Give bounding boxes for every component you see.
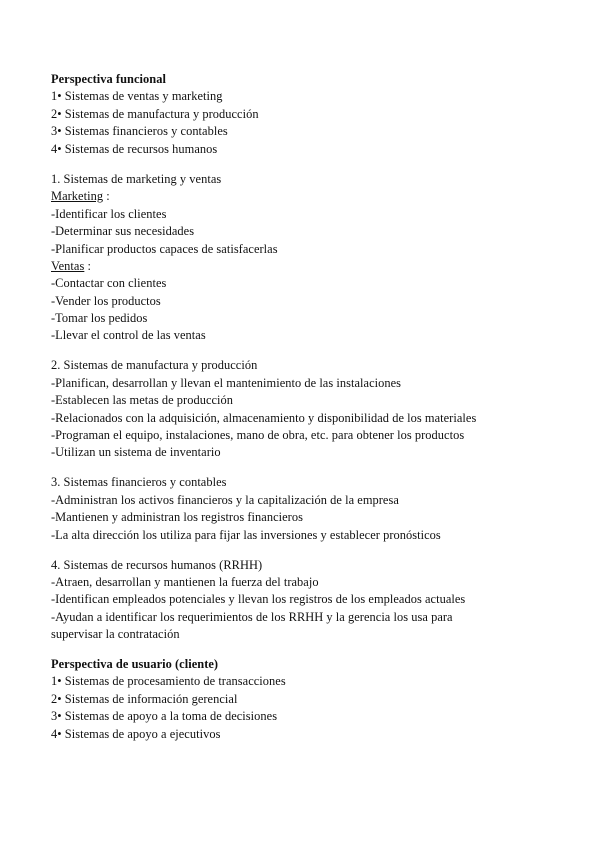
list-item: -Determinar sus necesidades xyxy=(51,224,195,239)
list-item: -Vender los productos xyxy=(51,293,161,308)
list-item: -Planificar productos capaces de satisfacerlas xyxy=(51,241,278,256)
list-item: 2• Sistemas de manufactura y producción xyxy=(51,106,259,121)
subheading-ventas-label: Ventas xyxy=(51,258,85,273)
list-item: 2• Sistemas de información gerencial xyxy=(51,691,238,706)
list-item: -Relacionados con la adquisición, almacenamiento y disponibilidad de los materiales xyxy=(51,410,477,425)
list-item: -Llevar el control de las ventas xyxy=(51,328,206,343)
list-item: 3• Sistemas financieros y contables xyxy=(51,124,228,139)
list-item: -Tomar los pedidos xyxy=(51,311,148,326)
section-title-financieros: 3. Sistemas financieros y contables xyxy=(51,475,227,490)
list-item: 1• Sistemas de procesamiento de transacciones xyxy=(51,674,286,689)
heading-perspectiva-usuario: Perspectiva de usuario (cliente) xyxy=(51,657,219,672)
list-item: -Utilizan un sistema de inventario xyxy=(51,445,221,460)
subheading-marketing xyxy=(51,188,571,205)
subheading-colon: : xyxy=(84,258,91,273)
list-item: -Programan el equipo, instalaciones, mano de obra, etc. para obtener los productos xyxy=(51,428,465,443)
list-item: -Administran los activos financieros y la capitalización de la empresa xyxy=(51,492,399,507)
document-page xyxy=(51,71,571,743)
list-item: 4• Sistemas de apoyo a ejecutivos xyxy=(51,726,221,741)
list-item: -La alta dirección los utiliza para fijar las inversiones y establecer pronósticos xyxy=(51,527,441,542)
subheading-marketing-label: Marketing xyxy=(51,189,104,204)
section-title-rrhh: 4. Sistemas de recursos humanos (RRHH) xyxy=(51,557,263,572)
section-title-marketing-ventas: 1. Sistemas de marketing y ventas xyxy=(51,171,222,186)
list-item: -Atraen, desarrollan y mantienen la fuerza del trabajo xyxy=(51,574,319,589)
list-item: -Mantienen y administran los registros financieros xyxy=(51,510,303,525)
heading-perspectiva-funcional: Perspectiva funcional xyxy=(51,72,166,86)
list-item: -Ayudan a identificar los requerimientos de los RRHH y la gerencia los usa para xyxy=(51,609,453,624)
list-item: -Identificar los clientes xyxy=(51,206,167,221)
list-item: 3• Sistemas de apoyo a la toma de decisiones xyxy=(51,709,278,724)
section-title-manufactura: 2. Sistemas de manufactura y producción xyxy=(51,358,258,373)
subheading-ventas xyxy=(51,258,571,275)
list-item: -Planifican, desarrollan y llevan el mantenimiento de las instalaciones xyxy=(51,375,402,390)
list-item: 1• Sistemas de ventas y marketing xyxy=(51,89,223,104)
list-item: 4• Sistemas de recursos humanos xyxy=(51,141,218,156)
subheading-colon: : xyxy=(103,189,110,204)
list-item: -Identifican empleados potenciales y llevan los registros de los empleados actuales xyxy=(51,592,466,607)
list-item: supervisar la contratación xyxy=(51,627,180,642)
list-item: -Contactar con clientes xyxy=(51,276,167,291)
list-item: -Establecen las metas de producción xyxy=(51,393,234,408)
